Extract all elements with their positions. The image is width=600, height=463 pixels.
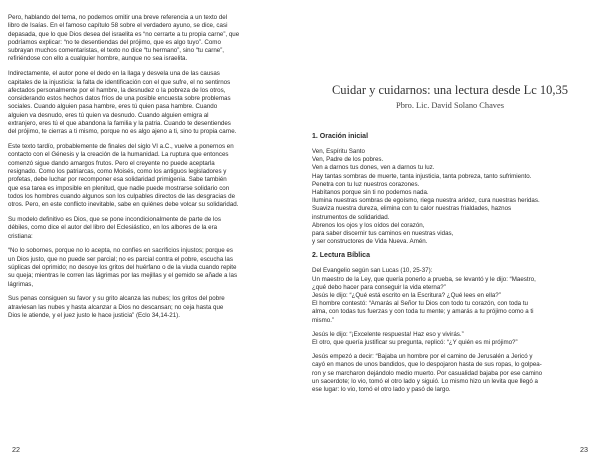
text-line: otros. Pero, en este conflicto inevitable, sabe en quiénes debe volcar su solidaridad. bbox=[8, 201, 239, 209]
text-line: su queja; mientras le corren las lágrimas por las mejillas y el gemido se añade a las bbox=[8, 272, 238, 280]
text-line: extranjero, eres tú el que abandona la familia y la patria. Cuando te desentiendes bbox=[8, 120, 231, 128]
text-line: resignado. Como los patriarcas, como Moisés, como los antiguos legisladores y bbox=[8, 168, 227, 176]
text-line: profetas, debe luchar por recomponer esa solidaridad primigenia. Sabe también bbox=[8, 176, 227, 184]
text-line: débiles, como dice el autor del libro del Eclesiástico, en los albores de la era bbox=[8, 224, 218, 232]
text-line: “No lo sobornes, porque no lo acepta, no confíes en sacrificios injustos; porque es bbox=[8, 247, 233, 255]
text-line: súplicas del oprimido; no desoye los gritos del huérfano o de la viuda cuando repite bbox=[8, 264, 237, 272]
right-page bbox=[300, 0, 600, 463]
left-paragraph bbox=[8, 247, 292, 288]
text-line: Suaviza nuestra dureza, elimina con tu calor nuestras frialdades, haznos bbox=[312, 205, 512, 213]
text-line: refiriéndose con ello a cualquier hombre, aunque no sea israelita. bbox=[8, 55, 188, 63]
section-paragraph bbox=[312, 267, 592, 324]
left-paragraph bbox=[8, 14, 292, 64]
text-line: del prójimo, te cierras a ti mismo, porque no es algo ajeno a ti, sino tu propia carne. bbox=[8, 128, 237, 136]
text-line: Jesús le dijo: “¿Qué está escrito en la Escritura? ¿Qué lees en ella?” bbox=[312, 292, 501, 300]
text-line: Jesús empezó a decir: “Bajaba un hombre por el camino de Jerusalén a Jericó y bbox=[312, 353, 533, 361]
text-line: Ven, Padre de los pobres. bbox=[312, 156, 384, 164]
text-line: comenzó sigue dando amargos frutos. Pero el creyente no puede aceptarla bbox=[8, 159, 215, 167]
text-line: Ven, Espíritu Santo bbox=[312, 148, 365, 155]
text-line: Ilumina nuestras sombras de egoísmo, riega nuestra aridez, cura nuestras heridas. bbox=[312, 197, 540, 205]
text-line: cristiana: bbox=[8, 232, 33, 240]
text-line: Del Evangelio según san Lucas (10, 25-37): bbox=[312, 267, 433, 275]
section-heading: 1. Oración inicial bbox=[312, 133, 369, 140]
text-line: lágrimas, bbox=[8, 280, 34, 288]
page-number-right: 23 bbox=[580, 445, 588, 454]
text-line: mismo.” bbox=[312, 316, 334, 324]
section-paragraph bbox=[312, 353, 592, 394]
text-line: un Dios justo, que no puede ser parcial; no es parcial contra el pobre, escucha las bbox=[8, 255, 233, 263]
text-line: atraviesan las nubes y hasta alcanzar a Dios no descansan; no ceja hasta que bbox=[8, 303, 224, 311]
text-line: cayó en manos de unos bandidos, que lo despojaron hasta de sus ropas, lo golpea- bbox=[312, 361, 542, 369]
page-number-left: 22 bbox=[12, 445, 20, 454]
section-paragraph bbox=[312, 148, 592, 246]
text-line: Dios le atiende, y el juez justo le hace justicia” (Eclo 34,14-21). bbox=[8, 312, 180, 319]
text-line: alma, con todas tus fuerzas y con toda tu mente; y amarás a tu prójimo como a ti bbox=[312, 308, 534, 316]
text-line: Un maestro de la Ley, que quería ponerlo a prueba, se levantó y le dijo: “Maestro, bbox=[312, 275, 536, 283]
article-author: Pbro. Lic. David Solano Chaves bbox=[396, 101, 504, 110]
text-line: Sus penas consiguen su favor y su grito alcanza las nubes; los gritos del pobre bbox=[8, 295, 225, 303]
text-line: Este texto tardío, probablemente de finales del siglo VI a.C., vuelve a ponernos en bbox=[8, 143, 234, 151]
text-line: Ven a darnos tus dones, ven a darnos tu luz. bbox=[312, 164, 435, 172]
text-line: ese lugar: lo vio, tomó el otro lado y pasó de largo. bbox=[312, 386, 451, 394]
section-heading: 2. Lectura Bíblica bbox=[312, 252, 370, 260]
text-line: depasada, que lo que Dios desea del israelita es “no cerrarte a tu propia carne”, que bbox=[8, 30, 240, 38]
text-line: Pero, hablando del tema, no podemos omitir una breve referencia a un texto del bbox=[8, 14, 228, 21]
text-line: Habítanos porque sin ti no podemos nada. bbox=[312, 189, 429, 197]
text-line: contacto con el Génesis y la creación de la humanidad. La ruptura que entonces bbox=[8, 151, 229, 159]
text-line: Su modelo definitivo es Dios, que se pone incondicionalmente de parte de los bbox=[8, 216, 221, 224]
text-line: afectados personalmente por el hambre, la desnudez o la pobreza de los otros, bbox=[8, 86, 226, 94]
text-line: un sacerdote; lo vio, tomó el otro lado y siguió. Lo mismo hizo un levita que llegó a bbox=[312, 377, 538, 385]
text-line: capitales de la injusticia: la falta de identificación con el que sufre, el no sentirnos bbox=[8, 78, 231, 86]
text-line: Ábrenos los ojos y los oídos del corazón, bbox=[312, 221, 425, 229]
text-line: Hay tantas sombras de muerte, tanta injusticia, tanta pobreza, tanto sufrimiento. bbox=[312, 172, 532, 180]
text-line: instrumentos de solidaridad. bbox=[312, 213, 390, 221]
text-line: y ser constructores de Vida Nueva. Amén. bbox=[312, 238, 428, 246]
text-line: que esa tarea es imposible en plenitud, que nadie puede mostrarse solidario con bbox=[8, 184, 230, 192]
text-line: Penetra con tu luz nuestros corazones. bbox=[312, 180, 420, 188]
article-title: Cuidar y cuidarnos: una lectura desde Lc 10,35 bbox=[331, 83, 569, 97]
text-line: sociales. Cuando alguien pasa hambre, eres tú quien pasa hambre. Cuando bbox=[8, 103, 218, 111]
text-line: subrayan muchos comentaristas, el texto no dice “tu hermano”, sino “tu carne”, bbox=[8, 47, 224, 55]
text-line: Jesús le dijo: “¡Excelente respuesta! Haz eso y vivirás.” bbox=[312, 330, 464, 338]
left-paragraph bbox=[8, 295, 292, 320]
right-page-body bbox=[312, 133, 592, 400]
text-line: libro de Isaías. En el famoso capítulo 58 sobre el verdadero ayuno, se dice, casi bbox=[8, 22, 228, 30]
left-paragraph bbox=[8, 70, 292, 136]
text-line: El hombre contestó: “Amarás al Señor tu Dios con todo tu corazón, con toda tu bbox=[312, 300, 528, 308]
text-line: ron y se marcharon dejándolo medio muerto. Por casualidad bajaba por ese camino bbox=[312, 369, 543, 377]
text-line: todos los hombres cuando algunos son los culpables directos de las desgracias de bbox=[8, 192, 236, 200]
text-line: considerando estos hechos datos fríos de una posible encuesta sobre problemas bbox=[8, 95, 231, 103]
text-line: para saber discernir tus caminos en nuestras vidas, bbox=[312, 230, 454, 238]
text-line: Indirectamente, el autor pone el dedo en la llaga y desvela una de las causas bbox=[8, 70, 220, 78]
left-paragraph bbox=[8, 143, 292, 209]
text-line: alguien va desnudo, eres tú quien va desnudo. Cuando alguien emigra al bbox=[8, 111, 209, 119]
section-paragraph bbox=[312, 331, 592, 347]
text-line: podríamos explicar: “no te desentiendas del prójimo, que es algo tuyo”. Como bbox=[8, 38, 221, 46]
left-page-body bbox=[8, 14, 292, 320]
left-paragraph bbox=[8, 216, 292, 241]
text-line: El otro, que quería justificar su pregunta, replicó: “¿Y quién es mi prójimo?” bbox=[312, 339, 518, 347]
text-line: ¿qué debo hacer para conseguir la vida eterna?” bbox=[312, 283, 446, 291]
